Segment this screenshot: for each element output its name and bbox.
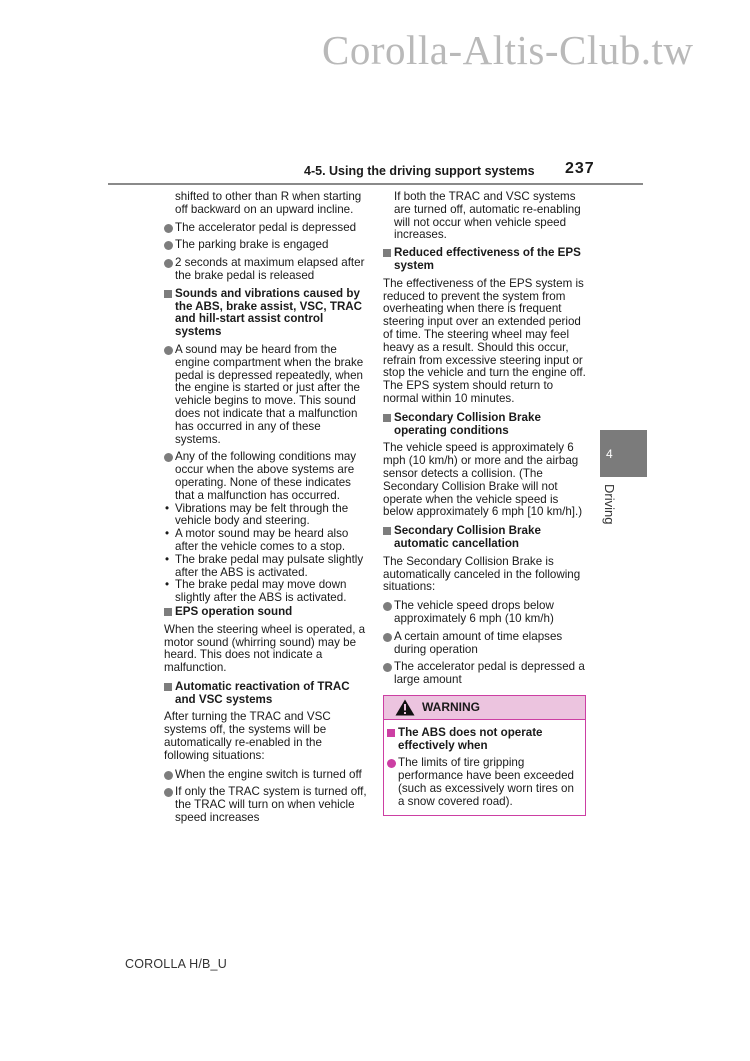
- square-bullet-icon: [383, 249, 391, 257]
- bullet-dot-icon: [164, 224, 173, 233]
- list-item: [383, 631, 588, 657]
- list-item-text: A certain amount of time elapses during operation: [394, 629, 563, 656]
- paragraph: When the steering wheel is operated, a motor sound (whirring sound) may be heard. This does not indicate a malfunction.: [164, 622, 366, 675]
- continued-text: shifted to other than R when starting off backward on an upward incline.: [175, 190, 362, 216]
- square-bullet-icon: [387, 729, 395, 737]
- list-item: [164, 769, 369, 782]
- bullet-dot-icon: [383, 602, 392, 611]
- list-item-text: If only the TRAC system is turned off, the TRAC will turn on when vehicle speed increases: [175, 785, 367, 825]
- paragraph: After turning the TRAC and VSC systems off, the systems will be automatically re-enabled in the following situations:: [164, 710, 331, 762]
- section-heading-text: Sounds and vibrations caused by the ABS, brake assist, VSC, TRAC and hill-start assist control systems: [175, 286, 363, 339]
- section-title: 4-5. Using the driving support systems: [304, 164, 535, 178]
- list-item: [383, 661, 588, 687]
- section-heading: [164, 606, 369, 619]
- list-item: [387, 757, 577, 808]
- list-item: [164, 786, 369, 824]
- list-item-text: When the engine switch is turned off: [175, 767, 362, 781]
- section-heading-text: EPS operation sound: [175, 604, 293, 618]
- square-bullet-icon: [164, 608, 172, 616]
- warning-box: [383, 695, 586, 816]
- chapter-tab-label: Driving: [602, 484, 617, 525]
- chapter-tab-number: 4: [606, 447, 613, 461]
- section-heading: [164, 681, 369, 707]
- dash-bullet-icon: •: [165, 552, 170, 566]
- bullet-dot-icon: [164, 771, 173, 780]
- list-item-text: The accelerator pedal is depressed: [175, 220, 357, 234]
- footer-text: COROLLA H/B_U: [125, 957, 227, 971]
- dash-item: [164, 579, 369, 605]
- list-item: [383, 600, 588, 626]
- list-item: [164, 239, 369, 252]
- list-item: [164, 451, 369, 502]
- dash-bullet-icon: •: [165, 527, 170, 541]
- section-heading-text: Reduced effectiveness of the EPS system: [394, 246, 581, 272]
- bullet-dot-icon: [164, 259, 173, 268]
- dash-item-text: The brake pedal may move down slightly after the ABS is activated.: [175, 578, 347, 605]
- section-heading: [383, 525, 588, 551]
- list-item-text: A sound may be heard from the engine compartment when the brake pedal is depressed repeatedly, when the engine is started or just after the vehicle begins to move. This sound does not indicate that a malfunction has occurred in any of these systems.: [175, 342, 364, 446]
- bullet-dot-icon: [387, 759, 396, 768]
- warning-header: [384, 696, 585, 720]
- section-heading-text: Secondary Collision Brake automatic cancellation: [394, 524, 541, 550]
- dash-item: [164, 528, 369, 554]
- dash-bullet-icon: •: [165, 578, 170, 592]
- section-heading-text: Secondary Collision Brake operating conditions: [394, 410, 541, 437]
- list-item-text: The parking brake is engaged: [175, 238, 329, 252]
- list-item-text: The vehicle speed drops below approximately 6 mph (10 km/h): [394, 599, 554, 625]
- paragraph: The effectiveness of the EPS system is reduced to prevent the system from overheating when there is frequent steering input over an extended period of time. The steering wheel may feel heavy as a result. Should this occur, refrain from excessive steering input or stop the vehicle and turn the engine off. The EPS system should return to normal within 10 minutes.: [383, 276, 586, 405]
- section-heading: [383, 412, 588, 438]
- warning-triangle-icon: [395, 699, 415, 716]
- bullet-dot-icon: [164, 788, 173, 797]
- bullet-dot-icon: [164, 346, 173, 355]
- list-item: [164, 344, 369, 446]
- section-heading: [383, 247, 588, 273]
- bullet-dot-icon: [383, 633, 392, 642]
- square-bullet-icon: [164, 290, 172, 298]
- dash-item-text: Vibrations may be felt through the vehicle body and steering.: [175, 501, 349, 528]
- section-heading-text: Automatic reactivation of TRAC and VSC systems: [175, 679, 350, 706]
- paragraph: The Secondary Collision Brake is automatically canceled in the following situations:: [383, 554, 581, 594]
- warning-label: WARNING: [422, 699, 480, 714]
- list-item-text: The accelerator pedal is depressed a large amount: [394, 660, 585, 687]
- dash-item: [164, 554, 369, 580]
- bullet-dot-icon: [164, 241, 173, 250]
- square-bullet-icon: [164, 683, 172, 691]
- watermark: Corolla-Altis-Club.tw: [322, 27, 694, 73]
- dash-bullet-icon: •: [165, 501, 170, 515]
- dash-item-text: A motor sound may be heard also after the vehicle comes to a stop.: [175, 527, 349, 553]
- square-bullet-icon: [383, 414, 391, 422]
- warning-heading-text: The ABS does not operate effectively when: [398, 725, 543, 752]
- bullet-dot-icon: [383, 663, 392, 672]
- bullet-dot-icon: [164, 453, 173, 462]
- right-column: [383, 191, 588, 816]
- paragraph: The vehicle speed is approximately 6 mph (10 km/h) or more and the airbag sensor detects a collision. (The Secondary Collision Brake will not operate when the vehicle speed is below approximately 6 mph [10 km/h].): [383, 441, 583, 519]
- page-number: 237: [565, 160, 595, 177]
- square-bullet-icon: [383, 527, 391, 535]
- list-item-text: Any of the following conditions may occur when the above systems are operating. None of these indicates that a malfunction has occurred.: [175, 450, 357, 502]
- continued-text: If both the TRAC and VSC systems are turned off, automatic re-enabling will not occur when vehicle speed increases.: [394, 190, 581, 242]
- chapter-tab: [600, 430, 647, 477]
- list-item: [164, 257, 369, 283]
- list-item-text: The limits of tire gripping performance have been exceeded (such as excessively worn tires on a snow covered road).: [398, 756, 574, 808]
- dash-item-text: The brake pedal may pulsate slightly after the ABS is activated.: [175, 552, 364, 579]
- header-rule: [108, 183, 643, 185]
- warning-heading: [387, 727, 577, 753]
- left-column: [164, 191, 369, 830]
- dash-item: [164, 503, 369, 529]
- list-item: [164, 222, 369, 235]
- section-heading: [164, 288, 369, 339]
- list-item-text: 2 seconds at maximum elapsed after the brake pedal is released: [175, 256, 365, 282]
- warning-body: [384, 720, 585, 815]
